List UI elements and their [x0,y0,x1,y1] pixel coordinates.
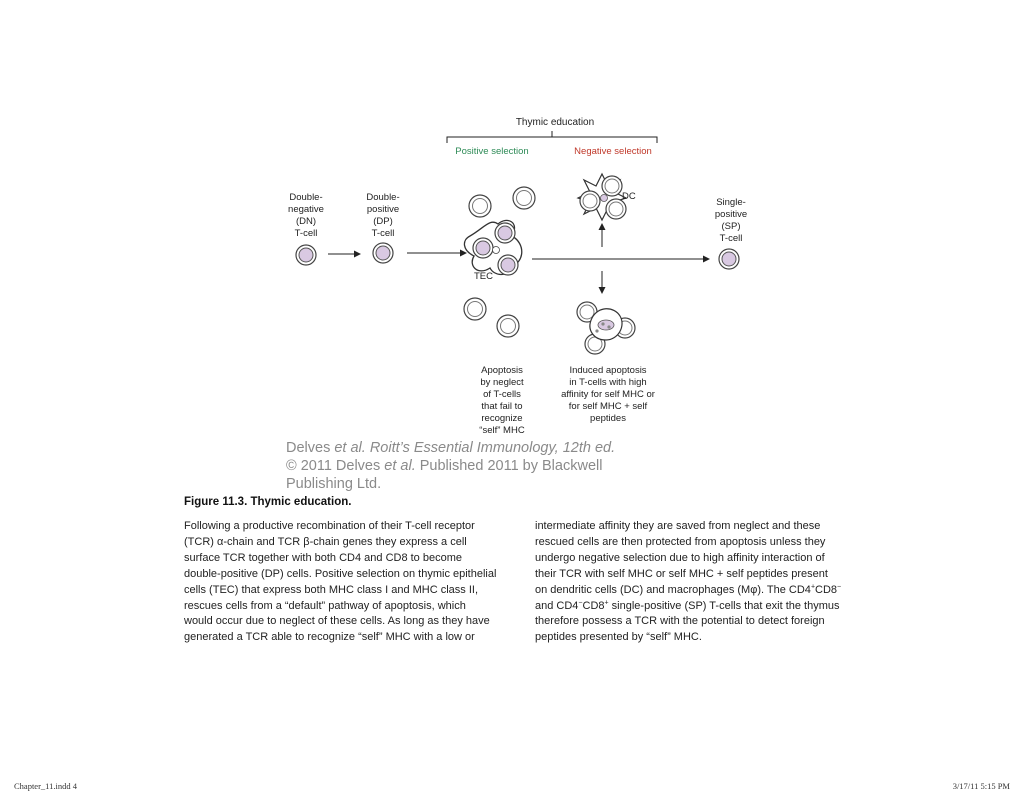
svg-text:recognize: recognize [481,413,523,424]
svg-text:(SP): (SP) [721,221,741,232]
caption-line: rescues cells from a “default” pathway of apoptosis, which [184,599,466,612]
positive-selection-label: Positive selection [455,146,529,157]
svg-text:(DN): (DN) [295,216,317,227]
svg-text:of T-cells: of T-cells [483,389,521,400]
figure-title: Figure 11.3. Thymic education. [184,496,352,508]
svg-text:for self MHC + self: for self MHC + self [568,401,648,412]
caption-line: peptides presented by “self” MHC. [535,631,702,644]
caption-line: surface TCR together with both CD4 and CD8 to become [184,551,462,564]
dp-label [366,192,399,239]
svg-text:affinity for self MHC or: affinity for self MHC or [561,389,655,400]
caption-line: on dendritic cells (DC) and macrophages (Mφ). The CD4+CD8− [535,582,842,596]
caption-line: would occur due to neglect of these cells. As long as they have [184,615,490,628]
svg-text:T-cell: T-cell [294,228,318,239]
unselected-cell [513,187,535,209]
sp-label [715,197,747,244]
caption-line: their TCR with self MHC or self MHC + self peptides present [535,567,828,580]
svg-text:Apoptosis: Apoptosis [481,365,523,376]
svg-text:negative: negative [288,204,324,215]
caption-right-column [535,519,870,646]
tec-cluster [464,220,521,282]
caption-line: and CD4−CD8+ single-positive (SP) T-cells that exit the thymus [535,598,840,612]
svg-text:by neglect: by neglect [480,377,524,388]
apoptosis-neglect-text [479,365,525,436]
caption-line: intermediate affinity they are saved from neglect and these [535,520,821,532]
tec-label: TEC [474,271,493,282]
apoptotic-cell [464,298,486,320]
svg-text:that fail to: that fail to [481,401,523,412]
svg-text:T-cell: T-cell [719,233,743,244]
svg-text:Induced apoptosis: Induced apoptosis [569,365,647,376]
caption-line: generated a TCR able to recognize “self” MHC with a low or [184,631,475,644]
macrophage-cluster [577,302,635,354]
dn-label [288,192,324,239]
svg-text:positive: positive [366,204,400,215]
caption-line: double-positive (DP) cells. Positive selection on thymic epithelial [184,567,497,580]
unselected-cell [469,195,491,217]
svg-text:(DP): (DP) [373,216,393,227]
caption-line: cells (TEC) that express both MHC class I and MHC class II, [184,583,479,596]
svg-text:positive: positive [714,209,748,220]
caption-line: therefore possess a TCR with the potential to detect foreign [535,615,825,628]
negative-selection-label: Negative selection [574,146,652,157]
caption-line: Following a productive recombination of their T-cell receptor [184,520,475,532]
header-bracket [447,131,657,143]
diagram-title: Thymic education [515,117,595,128]
svg-text:Single-: Single- [716,197,746,208]
svg-text:Double-: Double- [366,192,400,203]
svg-text:peptides: peptides [590,413,626,424]
caption-left-column [184,519,524,646]
caption-line: undergo negative selection due to high affinity interaction of [535,551,825,564]
svg-text:in T-cells with high: in T-cells with high [569,377,647,388]
caption-line: (TCR) α-chain and TCR β-chain genes they express a cell [184,535,467,548]
footer-timestamp: 3/17/11 5:15 PM [952,781,1010,791]
caption-line: rescued cells are then protected from apoptosis unless they [535,535,826,548]
dp-cell [373,243,393,263]
svg-text:T-cell: T-cell [371,228,395,239]
induced-apoptosis-text [561,365,655,424]
sp-cell [719,249,739,269]
footer-filename: Chapter_11.indd 4 [14,781,77,791]
dn-cell [296,245,316,265]
dc-label: DC [622,191,636,202]
apoptotic-cell [497,315,519,337]
svg-text:Double-: Double- [289,192,323,203]
svg-text:“self” MHC: “self” MHC [479,425,525,436]
dc-cluster [578,174,636,220]
credit-line: Delves et al. Roitt’s Essential Immunology, 12th ed. © 2011 Delves et al. Published 2011 by Blackwell Publishing Ltd. [286,440,616,492]
